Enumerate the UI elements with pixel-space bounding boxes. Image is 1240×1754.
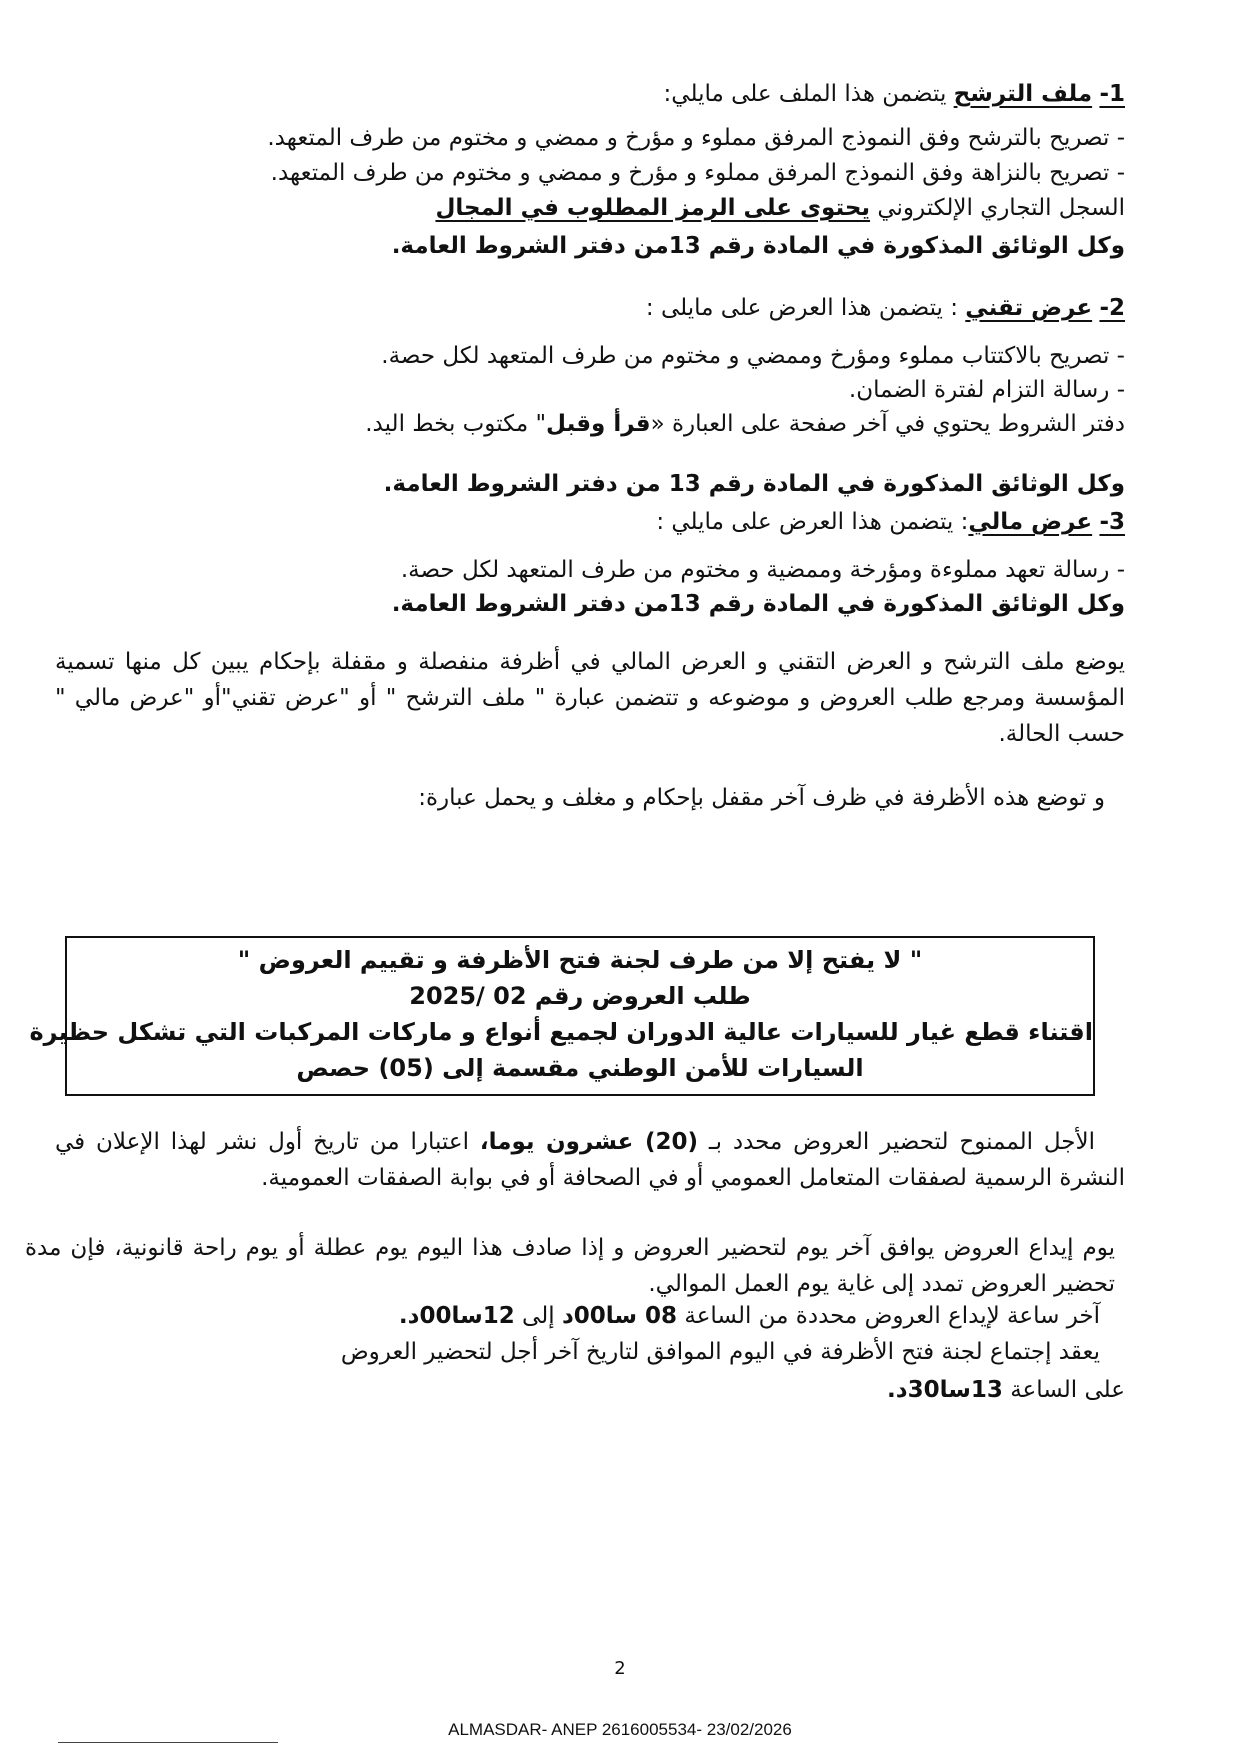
footer-divider	[58, 1742, 278, 1743]
box-line-3: اقتناء قطع غيار للسيارات عالية الدوران لجميع أنواع و ماركات المركبات التي تشكل حظيرة	[29, 1018, 1093, 1046]
box-line-2: طلب العروض رقم 02 /2025	[409, 982, 751, 1010]
last-hour-to: 12سا00د.	[398, 1303, 515, 1329]
deposit-paragraph: يوم إيداع العروض يوافق آخر يوم لتحضير العروض و إذا صادف هذا اليوم يوم عطلة أو يوم راحة قانونية، فإن مدة تحضير العروض تمدد إلى غاية يوم العمل الموالي.	[25, 1235, 1115, 1297]
envelope-label-box	[29, 936, 1095, 1096]
meeting-line: يعقد إجتماع لجنة فتح الأظرفة في اليوم الموافق لتاريخ آخر أجل لتحضير العروض	[340, 1339, 1100, 1365]
section-3-item: - رسالة تعهد مملوءة ومؤرخة وممضية و مختوم من طرف المتعهد لكل حصة.	[400, 557, 1125, 583]
section-2-closing: وكل الوثائق المذكورة في المادة رقم 13 من دفتر الشروط العامة.	[383, 471, 1125, 497]
notebook-emphasis: قرأ وقبل	[546, 411, 651, 437]
section-1-intro: يتضمن هذا الملف على مايلي:	[663, 81, 954, 107]
section-1-closing: وكل الوثائق المذكورة في المادة رقم 13من دفتر الشروط العامة.	[391, 233, 1125, 259]
section-3-heading	[60, 506, 1125, 538]
deadline-suffix: اعتبارا من تاريخ أول نشر لهذا الإعلان في النشرة الرسمية لصفقات المتعامل العمومي أو في الصحافة أو في بوابة الصفقات العمومية.	[55, 1129, 1125, 1191]
section-2-intro: : يتضمن هذا العرض على مايلى :	[645, 295, 966, 321]
outer-envelope-text: و توضع هذه الأظرفة في ظرف آخر مقفل بإحكام و مغلف و يحمل عبارة:	[418, 785, 1105, 811]
section-3-intro: : يتضمن هذا العرض على مايلي :	[656, 509, 969, 535]
register-prefix: السجل التجاري الإلكتروني	[870, 195, 1125, 221]
last-hour-mid: إلى	[514, 1303, 562, 1329]
deadline-paragraph	[55, 1124, 1125, 1196]
deadline-emphasis: (20) عشرون يوما،	[479, 1129, 698, 1155]
footer-reference: ALMASDAR- ANEP 2616005534- 23/02/2026	[448, 1720, 792, 1739]
section-1-register	[60, 192, 1125, 224]
meeting-time-prefix: على الساعة	[1002, 1377, 1125, 1403]
section-1-item: - تصريح بالنزاهة وفق النموذج المرفق مملوء و مؤرخ و ممضي و مختوم من طرف المتعهد.	[270, 160, 1125, 186]
section-1-number: 1-	[1099, 81, 1125, 107]
register-emphasis: يحتوى على الرمز المطلوب في المجال	[435, 195, 871, 221]
deadline-prefix: الأجل الممنوح لتحضير العروض محدد بـ	[698, 1129, 1096, 1155]
last-hour-from: 08 سا00د	[561, 1303, 678, 1329]
section-1-heading	[60, 78, 1125, 110]
section-1-item: - تصريح بالترشح وفق النموذج المرفق مملوء و مؤرخ و ممضي و مختوم من طرف المتعهد.	[267, 125, 1125, 151]
box-line-1: " لا يفتح إلا من طرف لجنة فتح الأظرفة و تقييم العروض "	[237, 946, 923, 974]
section-1-title: ملف الترشح	[953, 81, 1093, 107]
section-2-title: عرض تقني	[965, 295, 1093, 321]
section-2-number: 2-	[1099, 295, 1125, 321]
section-3-number: 3-	[1099, 509, 1125, 535]
last-hour-prefix: آخر ساعة لإيداع العروض محددة من الساعة	[677, 1303, 1100, 1329]
section-3-closing: وكل الوثائق المذكورة في المادة رقم 13من دفتر الشروط العامة.	[391, 591, 1125, 617]
meeting-time: 13سا30د.	[887, 1377, 1003, 1403]
section-2-notebook	[60, 408, 1125, 440]
section-2-item: - تصريح بالاكتتاب مملوء ومؤرخ وممضي و مختوم من طرف المتعهد لكل حصة.	[381, 343, 1125, 369]
last-hour-line	[60, 1300, 1100, 1332]
box-line-4: السيارات للأمن الوطني مقسمة إلى (05) حصص	[296, 1054, 864, 1082]
section-2-heading	[60, 292, 1125, 324]
envelopes-paragraph: يوضع ملف الترشح و العرض التقني و العرض المالي في أظرفة منفصلة و مقفلة بإحكام يبين كل منها تسمية المؤسسة ومرجع طلب العروض و موضوعه و تتضمن عبارة " ملف الترشح " أو "عرض تقني"أو "عرض مالي " حسب الحالة.	[55, 649, 1125, 747]
notebook-prefix: دفتر الشروط يحتوي في آخر صفحة على العبارة «	[650, 411, 1125, 437]
meeting-time-line	[60, 1374, 1125, 1406]
section-2-item: - رسالة التزام لفترة الضمان.	[848, 377, 1125, 403]
notebook-suffix: " مكتوب بخط اليد.	[365, 411, 547, 437]
page-number: 2	[614, 1658, 626, 1679]
section-3-title: عرض مالي	[968, 509, 1093, 535]
